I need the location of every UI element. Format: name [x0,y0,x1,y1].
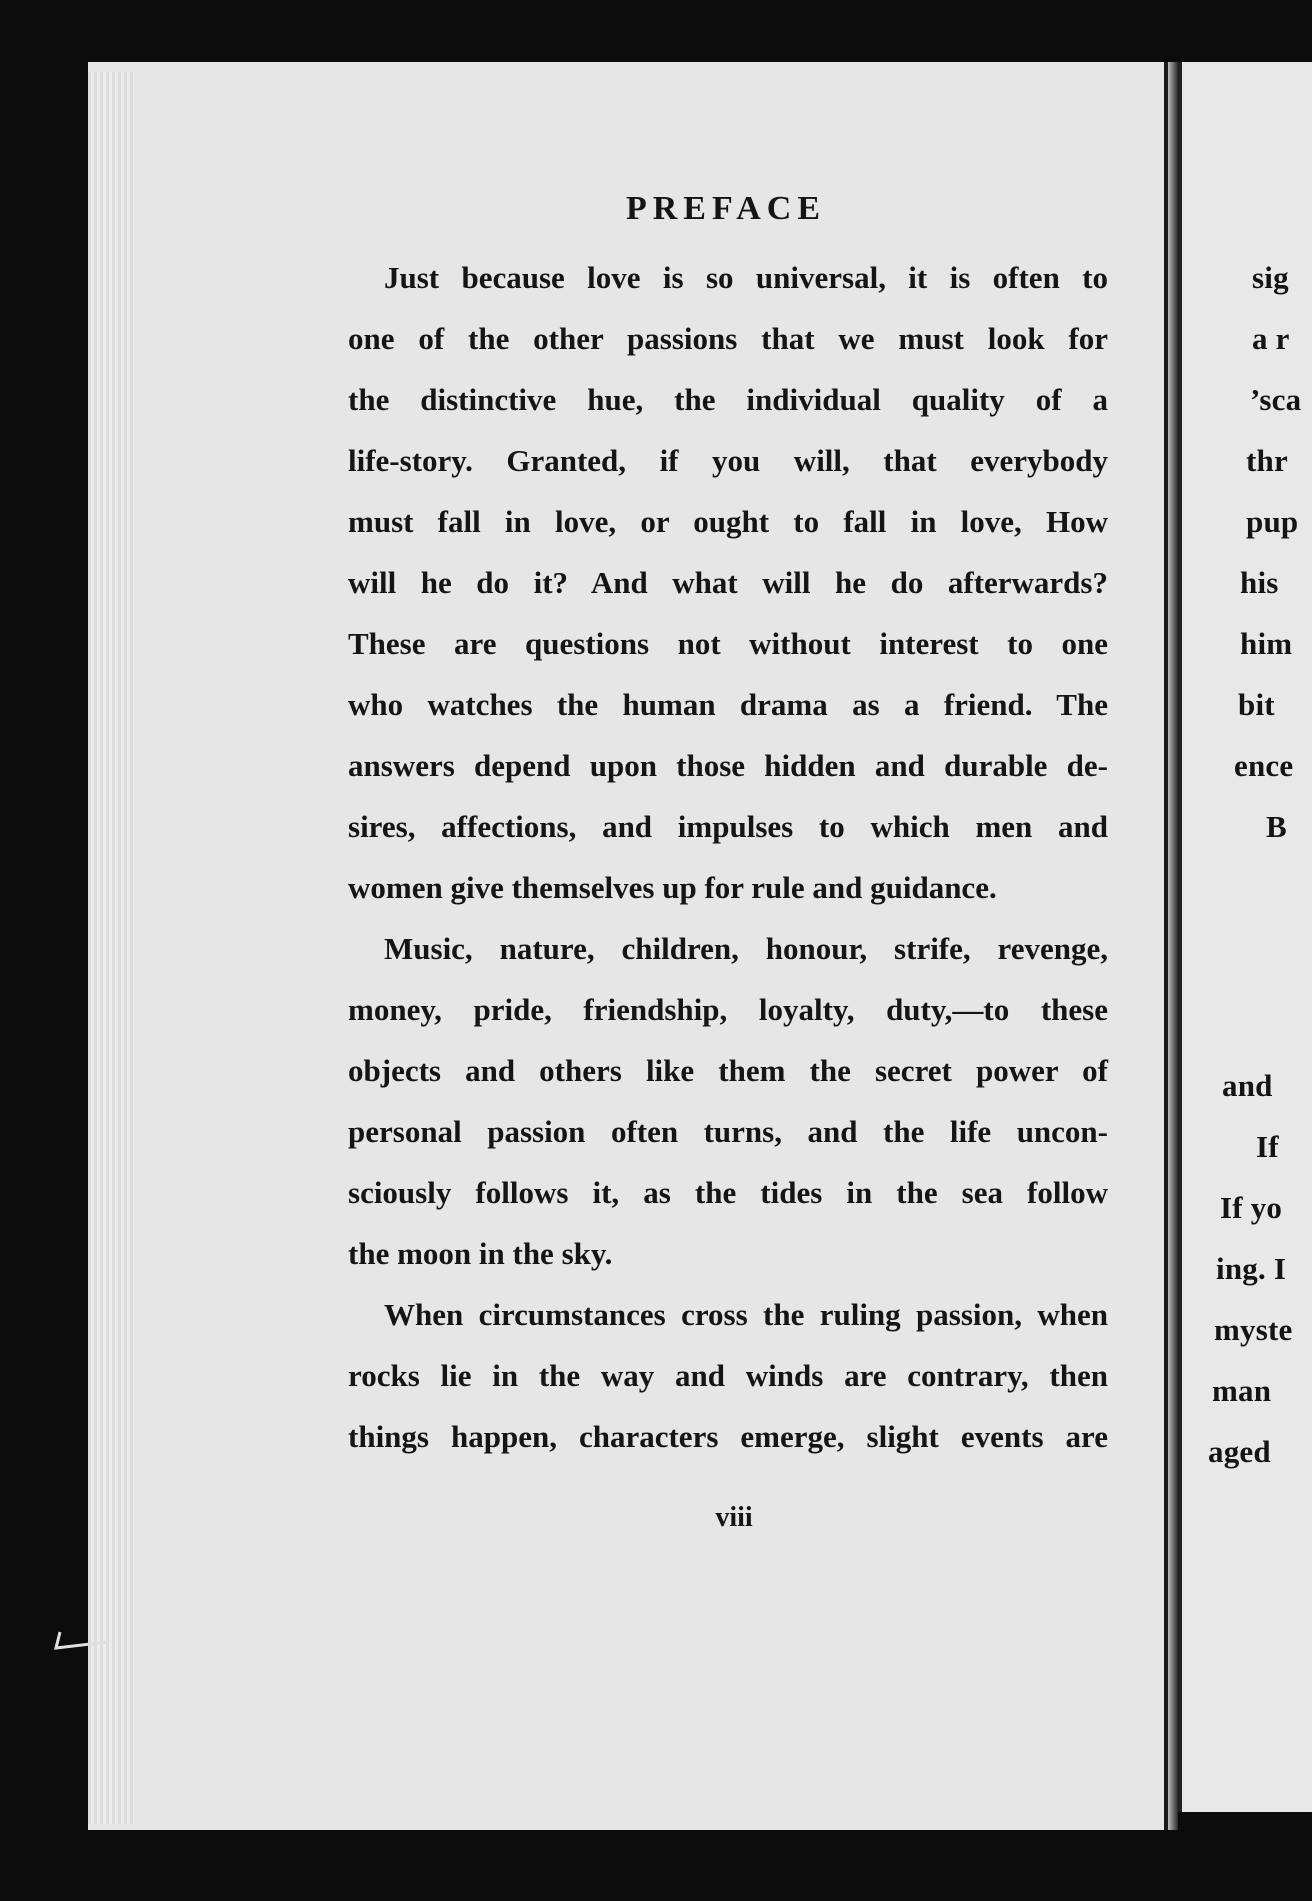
text-line: Just because love is so universal, it is often to [384,260,1108,295]
page-edges [88,72,134,1824]
text-line: who watches the human drama as a friend. The [348,687,1108,722]
text-line: answers depend upon those hidden and durable de- [348,748,1108,783]
text-line: must fall in love, or ought to fall in love, How [348,504,1108,539]
text-line: objects and others like them the secret power of [348,1053,1108,1088]
page-heading: PREFACE [625,190,827,227]
facing-text-fragment: If [1256,1129,1279,1164]
text-line: the moon in the sky. [348,1236,613,1271]
facing-text-fragment: a r [1252,321,1290,356]
facing-text-fragment: ing. I [1216,1251,1287,1286]
text-line: When circumstances cross the ruling passion, when [384,1297,1108,1332]
facing-text-fragment: If yo [1220,1190,1283,1225]
text-line: sciously follows it, as the tides in the sea follow [348,1175,1108,1210]
text-line: the distinctive hue, the individual quality of a [348,382,1108,417]
text-line: women give themselves up for rule and guidance. [348,870,997,905]
text-line: personal passion often turns, and the life uncon- [348,1114,1108,1149]
facing-page [1178,62,1312,1812]
facing-text-fragment: thr [1246,443,1288,478]
page-number: viii [715,1502,753,1533]
facing-text-fragment: his [1240,565,1279,600]
facing-text-fragment: ence [1234,748,1294,783]
facing-text-fragment: sig [1252,260,1289,295]
facing-text-fragment: B [1266,809,1287,844]
text-line: one of the other passions that we must look for [348,321,1108,356]
book-gutter [1168,62,1178,1830]
text-line: rocks lie in the way and winds are contrary, then [348,1358,1108,1393]
facing-text-fragment: man [1212,1373,1272,1408]
text-line: life-story. Granted, if you will, that everybody [348,443,1108,478]
text-line: money, pride, friendship, loyalty, duty,—to these [348,992,1108,1027]
text-line: will he do it? And what will he do afterwards? [348,565,1108,600]
facing-text-fragment: aged [1208,1434,1271,1469]
facing-text-fragment: myste [1214,1312,1293,1347]
text-line: things happen, characters emerge, slight events are [348,1419,1108,1454]
text-line: These are questions not without interest to one [348,626,1108,661]
facing-text-fragment: and [1222,1068,1273,1103]
margin-mark [54,1628,110,1650]
text-line: sires, affections, and impulses to which men and [348,809,1108,844]
facing-text-fragment: ’sca [1250,382,1302,417]
facing-text-fragment: pup [1246,504,1299,539]
facing-text-fragment: him [1240,626,1293,661]
facing-text-fragment: bit [1238,687,1275,722]
text-line: Music, nature, children, honour, strife, revenge, [384,931,1108,966]
